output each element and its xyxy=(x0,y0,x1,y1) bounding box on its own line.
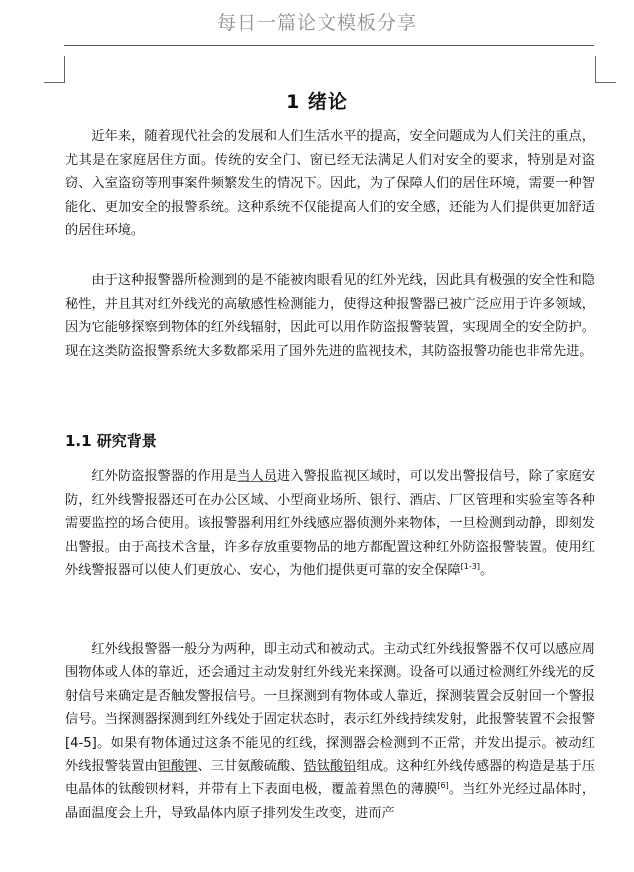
margin-corner-mark-left xyxy=(44,56,65,83)
underlined-term: 钽酸锂 xyxy=(157,759,198,775)
margin-corner-mark-right xyxy=(595,56,616,83)
text-run: 。 xyxy=(479,563,494,579)
section-title: 1.1 研究背景 xyxy=(65,432,157,450)
underlined-term: 锆钛酸铅 xyxy=(303,759,357,775)
paragraph-intro-2: 由于这种报警器所检测到的是不能被肉眼看见的红外光线，因此具有极强的安全性和隐秘性，并且其对红外线光的高敏感性检测能力，使得这种报警器已被广泛应用于许多领域，因为它能够探察到物体的红外线辐射，因此可以用作防盗报警装置，实现周全的安全防护。现在这类防盗报警系统大多数都采用了国外先进的监视技术，其防盗报警功能也非常先进。 xyxy=(65,273,595,359)
text-run: 。当红外光经过晶体时，晶面温度会上升，导致晶体内原子排列发生改变，进而产 xyxy=(65,782,596,821)
citation-ref: [6] xyxy=(437,781,449,791)
citation-ref: [1-3] xyxy=(460,562,480,572)
text-run: 进入警报监视区域时，可以发出警报信号，除了家庭安防，红外线警报器还可在办公区域、小型商业场所、银行、酒店、厂区管理和实验室等各种需要监控的场合使用。该报警器利用红外线感应器侦测外来物体，一旦检测到动静，即刻发出警报。由于高技术含量，许多存放重要物品的地方都配置这种红外防盗报警装置。使用红外线警报器可以使人们更放心、安心，为他们提供更可靠的安全保障 xyxy=(65,469,596,579)
underlined-term: 当人员 xyxy=(237,469,277,484)
header-divider xyxy=(64,45,594,46)
header-watermark: 每日一篇论文模板分享 xyxy=(216,12,417,34)
text-run: 红外防盗报警器的作用是 xyxy=(91,469,238,484)
text-run: 组成。这种红外线传感器的构造是基于压电晶体的钛酸钡材料，并带有上下表面电极，覆盖着黑色的薄膜 xyxy=(65,759,596,798)
text-run: 红外线报警器一般分为两种，即主动式和被动式。主动式红外线报警器不仅可以感应周围物体或人体的靠近，还会通过主动发射红外线光来探测。设备可以通过检测红外线光的反射信号来确定是否触发警报信号。一旦探测到有物体或人靠近，探测装置会反射回一个警报信号。当探测器探测到红外线处于固定状态时，表示红外线持续发射，此报警装置不会报警[4-5]。如果有物体通过这条不能见的红线，探测器会检测到不正常，并发出提示。被动红外线报警装置由 xyxy=(65,642,595,775)
text-run: 、三甘氨酸硫酸、 xyxy=(197,759,304,775)
paragraph-background-1 xyxy=(65,465,595,583)
chapter-title: 1 绪论 xyxy=(286,91,348,113)
paragraph-intro-1: 近年来，随着现代社会的发展和人们生活水平的提高，安全问题成为人们关注的重点，尤其是在家庭居住方面。传统的安全门、窗已经无法满足人们对安全的要求，特别是对盗窃、入室盗窃等刑事案件频繁发生的情况下。因此，为了保障人们的居住环境，需要一种智能化、更加安全的报警系统。这种系统不仅能提高人们的安全感，还能为人们提供更加舒适的居住环境。 xyxy=(65,129,595,239)
paragraph-background-2 xyxy=(65,638,595,825)
